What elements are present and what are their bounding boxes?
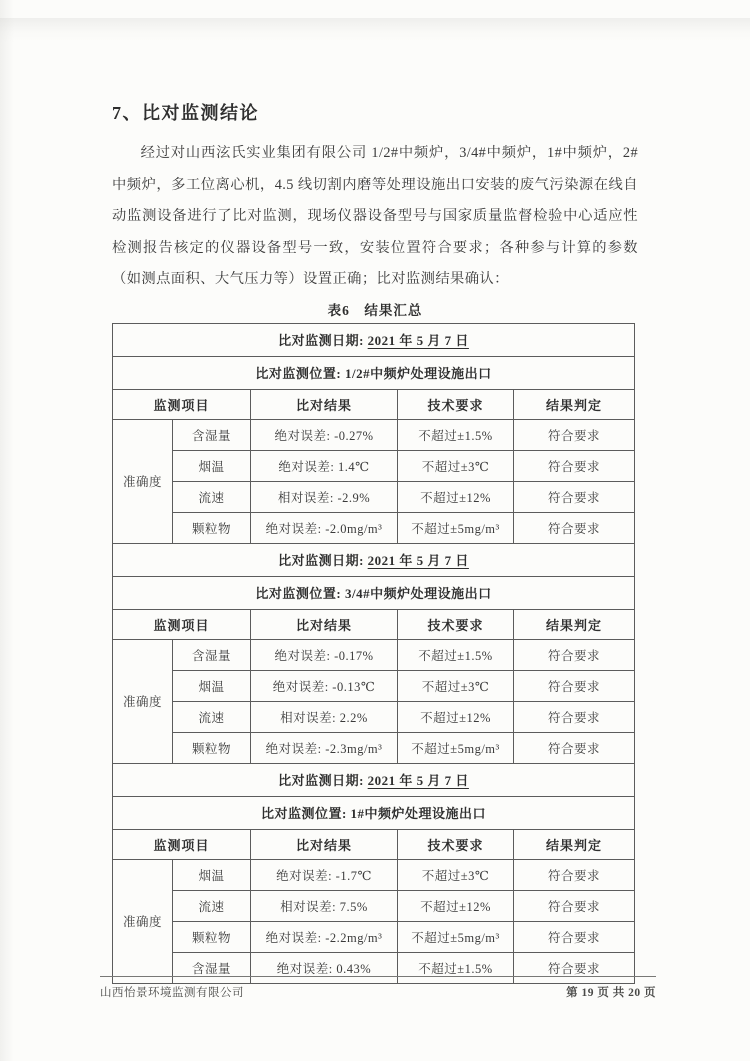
result-cell: 绝对误差: -2.2mg/m³	[251, 921, 398, 952]
param-name-cell: 流速	[173, 890, 251, 921]
date-row	[113, 763, 635, 796]
param-name-cell: 流速	[173, 701, 251, 732]
judgment-cell: 符合要求	[514, 952, 635, 983]
judgment-cell: 符合要求	[514, 701, 635, 732]
footer-page-number: 第 19 页 共 20 页	[566, 987, 656, 999]
position-label: 比对监测位置:	[255, 366, 345, 381]
result-cell: 绝对误差: 0.43%	[251, 952, 398, 983]
table-row	[113, 732, 635, 763]
table-row	[113, 419, 635, 450]
page-content	[112, 99, 638, 984]
date-value: 2021 年 5 月 7 日	[367, 773, 469, 788]
results-summary-table	[112, 323, 635, 984]
scan-artifact-band	[0, 18, 750, 42]
result-cell: 绝对误差: 1.4℃	[251, 450, 398, 481]
judgment-cell: 符合要求	[514, 450, 635, 481]
param-name-cell: 流速	[173, 481, 251, 512]
footer-company: 山西怡景环境监测有限公司	[100, 987, 244, 999]
judgment-cell: 符合要求	[514, 481, 635, 512]
param-name-cell: 含湿量	[173, 639, 251, 670]
position-label: 比对监测位置:	[260, 806, 351, 821]
result-cell: 绝对误差: -2.3mg/m³	[251, 732, 398, 763]
param-name-cell: 含湿量	[173, 952, 251, 983]
requirement-cell: 不超过±12%	[398, 481, 514, 512]
param-name-cell: 烟温	[173, 450, 251, 481]
header-judgment: 结果判定	[514, 389, 635, 419]
table-header-row	[113, 609, 635, 639]
table-row	[113, 512, 635, 543]
judgment-cell: 符合要求	[514, 639, 635, 670]
table-row	[113, 701, 635, 732]
header-item: 监测项目	[113, 829, 251, 859]
date-value: 2021 年 5 月 7 日	[367, 333, 469, 348]
accuracy-group-cell: 准确度	[113, 859, 173, 983]
header-result: 比对结果	[251, 389, 398, 419]
date-label: 比对监测日期:	[278, 333, 368, 348]
accuracy-group-cell: 准确度	[113, 419, 173, 543]
table-caption: 表6 结果汇总	[327, 302, 423, 318]
requirement-cell: 不超过±5mg/m³	[398, 512, 514, 543]
position-value: 1#中频炉处理设施出口	[350, 806, 487, 821]
param-name-cell: 颗粒物	[173, 732, 251, 763]
requirement-cell: 不超过±3℃	[398, 670, 514, 701]
judgment-cell: 符合要求	[514, 670, 635, 701]
result-cell: 绝对误差: -1.7℃	[251, 859, 398, 890]
requirement-cell: 不超过±3℃	[398, 859, 514, 890]
result-cell: 绝对误差: -0.13℃	[251, 670, 398, 701]
date-value: 2021 年 5 月 7 日	[367, 553, 469, 568]
section-heading: 7、比对监测结论	[112, 103, 259, 123]
header-requirement: 技术要求	[398, 389, 514, 419]
table-row	[113, 670, 635, 701]
header-judgment: 结果判定	[514, 609, 635, 639]
requirement-cell: 不超过±12%	[398, 890, 514, 921]
date-row	[113, 543, 635, 576]
judgment-cell: 符合要求	[514, 419, 635, 450]
judgment-cell: 符合要求	[514, 921, 635, 952]
position-row	[113, 356, 635, 389]
header-result: 比对结果	[251, 609, 398, 639]
judgment-cell: 符合要求	[514, 859, 635, 890]
date-cell	[113, 763, 635, 796]
judgment-cell: 符合要求	[514, 732, 635, 763]
table-row	[113, 859, 635, 890]
result-cell: 绝对误差: -0.17%	[251, 639, 398, 670]
table-row	[113, 450, 635, 481]
position-cell	[113, 576, 635, 609]
judgment-cell: 符合要求	[514, 512, 635, 543]
table-header-row	[113, 389, 635, 419]
position-cell	[113, 796, 635, 829]
param-name-cell: 颗粒物	[173, 512, 251, 543]
requirement-cell: 不超过±5mg/m³	[398, 921, 514, 952]
param-name-cell: 烟温	[173, 670, 251, 701]
requirement-cell: 不超过±1.5%	[398, 639, 514, 670]
date-cell	[113, 543, 635, 576]
date-cell	[113, 323, 635, 356]
page-footer	[100, 976, 656, 1000]
position-cell	[113, 356, 635, 389]
date-label: 比对监测日期:	[278, 773, 368, 788]
requirement-cell: 不超过±1.5%	[398, 419, 514, 450]
date-row	[113, 323, 635, 356]
table-row	[113, 481, 635, 512]
requirement-cell: 不超过±12%	[398, 701, 514, 732]
param-name-cell: 含湿量	[173, 419, 251, 450]
requirement-cell: 不超过±1.5%	[398, 952, 514, 983]
position-label: 比对监测位置:	[255, 586, 345, 601]
header-requirement: 技术要求	[398, 829, 514, 859]
table-row	[113, 921, 635, 952]
accuracy-group-cell: 准确度	[113, 639, 173, 763]
header-result: 比对结果	[251, 829, 398, 859]
header-requirement: 技术要求	[398, 609, 514, 639]
table-header-row	[113, 829, 635, 859]
result-cell: 绝对误差: -0.27%	[251, 419, 398, 450]
date-label: 比对监测日期:	[278, 553, 368, 568]
requirement-cell: 不超过±5mg/m³	[398, 732, 514, 763]
position-value: 1/2#中频炉处理设施出口	[344, 366, 492, 381]
table-row	[113, 639, 635, 670]
table-row	[113, 890, 635, 921]
requirement-cell: 不超过±3℃	[398, 450, 514, 481]
result-cell: 相对误差: -2.9%	[251, 481, 398, 512]
param-name-cell: 颗粒物	[173, 921, 251, 952]
position-row	[113, 576, 635, 609]
result-cell: 绝对误差: -2.0mg/m³	[251, 512, 398, 543]
header-item: 监测项目	[113, 389, 251, 419]
conclusion-paragraph: 经过对山西泫氏实业集团有限公司 1/2#中频炉，3/4#中频炉，1#中频炉，2#中频炉，多工位离心机，4.5 线切割内磨等处理设施出口安装的废气污染源在线自动监测设备进行了比对监测，现场仪器设备型号与国家质量监督检验中心适应性检测报告核定的仪器设备型号一致，安装位置符合要求；各种参与计算的参数（如测点面积、大气压力等）设置正确；比对监测结果确认：	[112, 145, 638, 287]
position-value: 3/4#中频炉处理设施出口	[344, 586, 492, 601]
position-row	[113, 796, 635, 829]
result-cell: 相对误差: 2.2%	[251, 701, 398, 732]
param-name-cell: 烟温	[173, 859, 251, 890]
result-cell: 相对误差: 7.5%	[251, 890, 398, 921]
header-judgment: 结果判定	[514, 829, 635, 859]
header-item: 监测项目	[113, 609, 251, 639]
scan-artifact-edge	[0, 0, 14, 1061]
judgment-cell: 符合要求	[514, 890, 635, 921]
